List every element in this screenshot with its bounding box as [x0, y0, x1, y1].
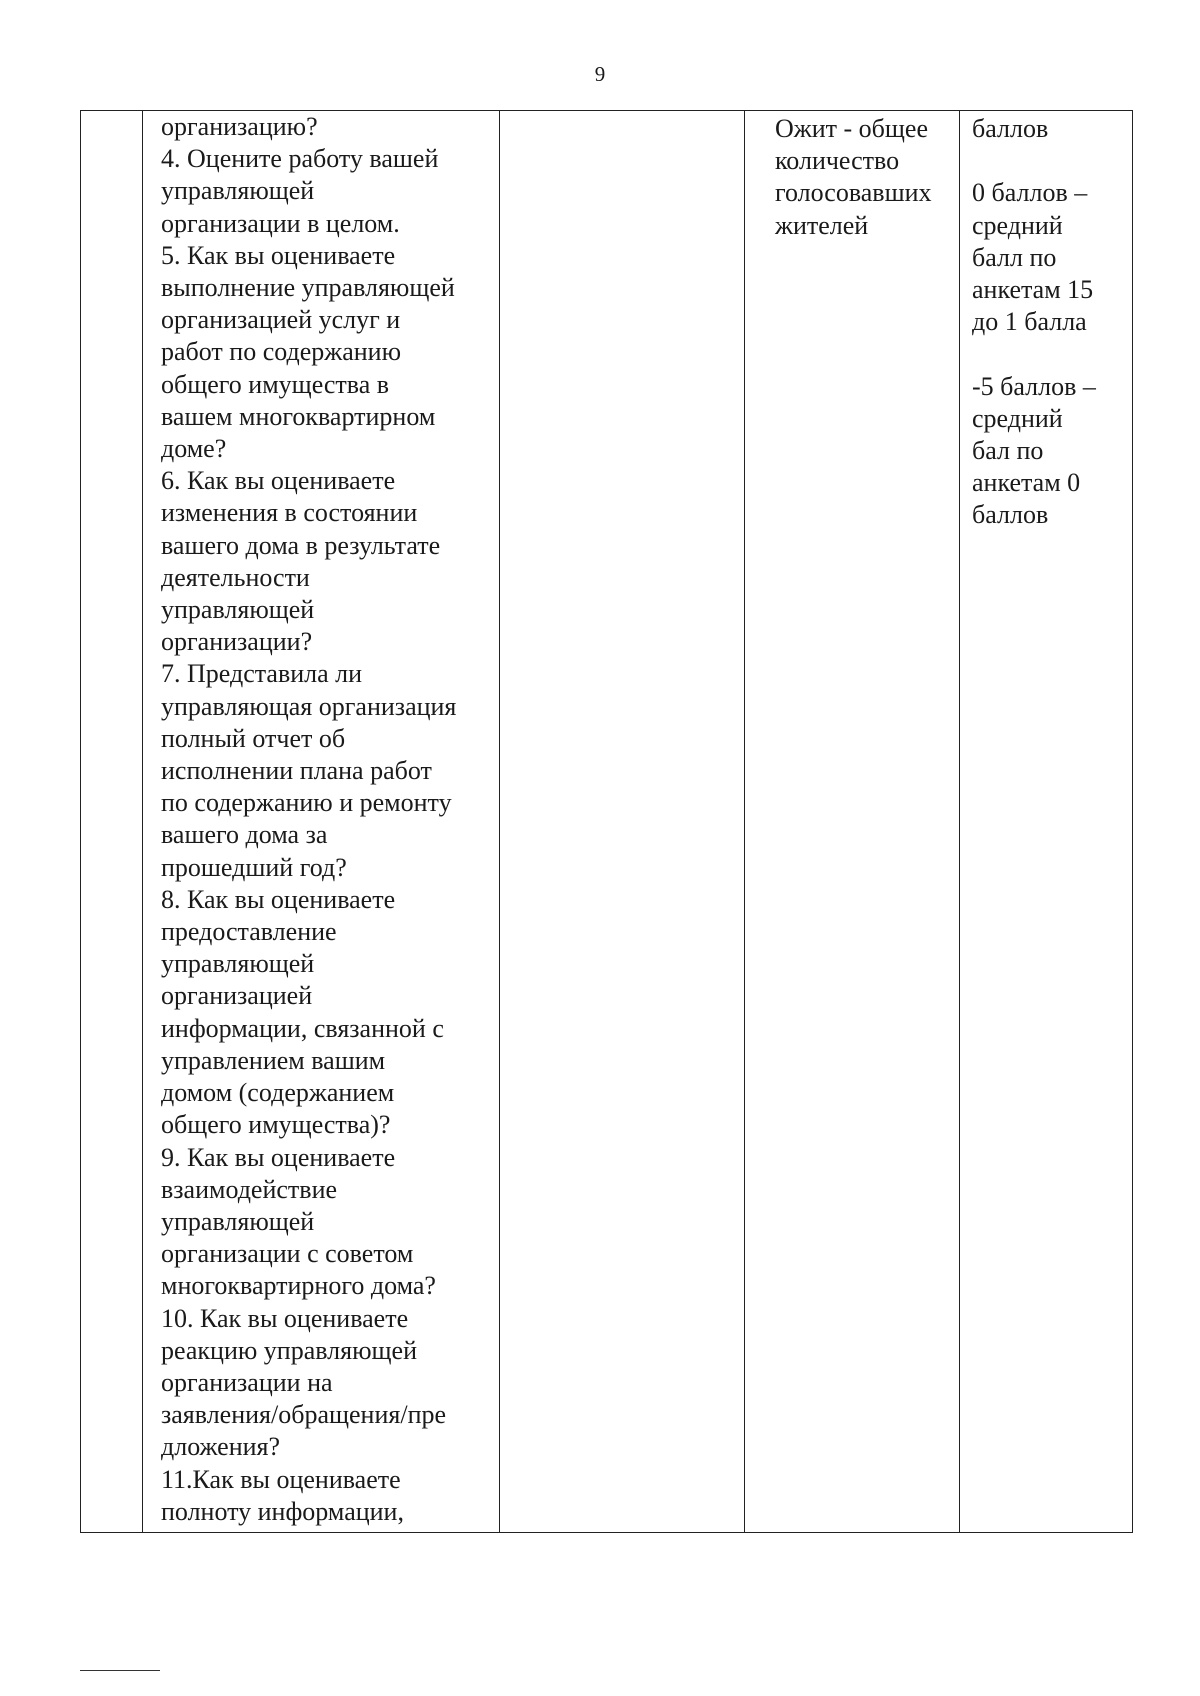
footnote-divider	[80, 1670, 160, 1671]
question-line: 11.Как вы оцениваете	[161, 1464, 401, 1494]
question-line: 10. Как вы оцениваете	[161, 1303, 409, 1333]
score-rule-zero	[972, 177, 1124, 338]
index-cell	[81, 111, 143, 1533]
questions-list	[161, 111, 489, 1528]
question-line: прошедший год?	[161, 852, 347, 882]
question-line: 9. Как вы оцениваете	[161, 1142, 396, 1172]
question-line: 6. Как вы оцениваете	[161, 466, 396, 496]
question-line: 7. Представила ли	[161, 659, 363, 689]
score-line: до 1 балла	[972, 307, 1087, 337]
question-line: организацией	[161, 981, 313, 1011]
score-rule-minus-five	[972, 371, 1124, 532]
question-line: полноту информации,	[161, 1496, 404, 1526]
question-line: управляющей	[161, 1206, 315, 1236]
question-line: предоставление	[161, 917, 337, 947]
table-row	[81, 111, 1133, 1533]
question-line: информации, связанной с	[161, 1013, 444, 1043]
question-line: по содержанию и ремонту	[161, 788, 452, 818]
question-line: изменения в состоянии	[161, 498, 418, 528]
score-line: 0 баллов –	[972, 178, 1088, 208]
question-line: организации в целом.	[161, 208, 400, 238]
page-number: 9	[594, 62, 606, 86]
question-line: организации с советом	[161, 1239, 414, 1269]
question-line: 5. Как вы оцениваете	[161, 240, 396, 270]
score-line: -5 баллов –	[972, 371, 1096, 401]
question-line: работ по содержанию	[161, 337, 402, 367]
question-line: 8. Как вы оцениваете	[161, 884, 396, 914]
score-line: средний	[972, 210, 1063, 240]
score-line: бал по	[972, 436, 1044, 465]
question-line: организацию?	[161, 112, 318, 141]
score-line: балл по	[972, 242, 1057, 272]
question-line: дложения?	[161, 1432, 281, 1462]
question-line: вашем многоквартирном	[161, 401, 436, 431]
question-line: организации на	[161, 1367, 333, 1397]
score-cell	[960, 111, 1133, 1533]
score-line: средний	[972, 403, 1063, 433]
criteria-table	[80, 110, 1133, 1533]
question-line: вашего дома за	[161, 820, 328, 850]
question-line: деятельности	[161, 562, 310, 592]
question-line: управляющей	[161, 176, 315, 206]
question-line: организацией услуг и	[161, 305, 401, 335]
question-line: домом (содержанием	[161, 1078, 395, 1108]
formula-text	[775, 113, 949, 242]
score-line: анкетам 0	[972, 468, 1081, 498]
question-line: общего имущества)?	[161, 1110, 391, 1140]
question-line: вашего дома в результате	[161, 530, 441, 560]
question-line: управлением вашим	[161, 1045, 386, 1075]
formula-cell	[745, 111, 960, 1533]
question-line: управляющей	[161, 595, 315, 625]
question-line: заявления/обращения/пре	[161, 1400, 447, 1430]
question-line: управляющая организация	[161, 691, 457, 721]
questions-cell	[143, 111, 500, 1533]
question-line: реакцию управляющей	[161, 1335, 418, 1365]
empty-cell	[500, 111, 745, 1533]
question-line: 4. Оцените работу вашей	[161, 144, 439, 174]
score-unit: баллов	[972, 114, 1049, 143]
question-line: организации?	[161, 627, 313, 657]
question-line: многоквартирного дома?	[161, 1271, 436, 1301]
question-line: доме?	[161, 434, 227, 464]
formula-line: жителей	[775, 210, 869, 240]
question-line: взаимодействие	[161, 1174, 338, 1204]
question-line: выполнение управляющей	[161, 273, 455, 303]
formula-line: Ожит - общее	[775, 114, 929, 143]
question-line: общего имущества в	[161, 369, 390, 399]
question-line: управляющей	[161, 949, 315, 979]
score-line: анкетам 15	[972, 275, 1094, 304]
formula-line: голосовавших	[775, 178, 932, 208]
question-line: исполнении плана работ	[161, 756, 432, 786]
question-line: полный отчет об	[161, 723, 346, 753]
formula-line: количество	[775, 146, 900, 176]
score-line: баллов	[972, 500, 1049, 530]
